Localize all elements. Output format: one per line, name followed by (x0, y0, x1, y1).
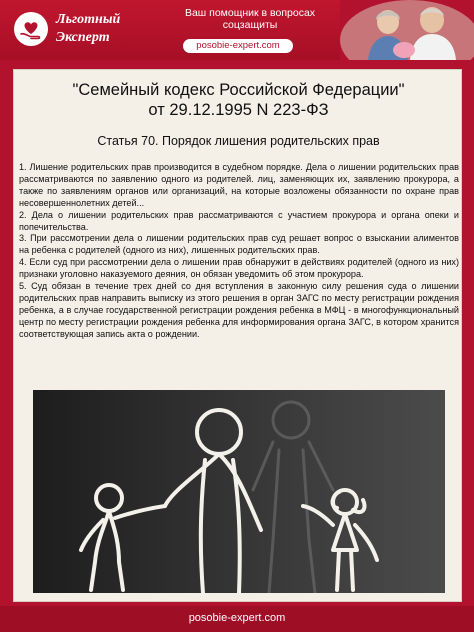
title-line-2: от 29.12.1995 N 223-ФЗ (148, 101, 329, 119)
site-link-header[interactable]: posobie-expert.com (183, 39, 293, 53)
site-link-footer[interactable]: posobie-expert.com (188, 612, 286, 624)
document-title (14, 80, 463, 120)
site-header (0, 0, 474, 60)
family-chalk-illustration (33, 390, 445, 593)
tagline: Ваш помощник в вопросах соцзащиты (184, 7, 316, 31)
article-paragraph-5: 5. Суд обязан в течение трех дней со дня вступления в законную силу решения суда о лишении родительских прав направить выписку из этого решения в орган ЗАГС по месту регистрации рождения ребенка, а в случае государственной регистрации рождения ребенка в МФЦ - в многофункциональный центр по месту регистрации рождения ребенка для информирования органа ЗАГС, в котором хранится соответствующая запись акта о рождении. (19, 281, 459, 339)
logo-line-1: Льготный (56, 12, 121, 27)
document-card (13, 69, 462, 602)
article-paragraph-4: 4. Если суд при рассмотрении дела о лишении прав обнаружит в действиях родителей (одного из них) признаки уголовно наказуемого деяния, он обязан уведомить об этом прокурора. (19, 257, 459, 280)
article-title: Статья 70. Порядок лишения родительских прав (97, 134, 380, 148)
title-line-1: "Семейный кодекс Российской Федерации" (72, 81, 405, 99)
logo-text[interactable] (56, 11, 166, 47)
article-paragraph-1: 1. Лишение родительских прав производится в судебном порядке. Дела о лишении родительских прав рассматриваются по заявлению одного из родителей. лиц, заменяющих их, заявлению прокурора, а также по заявлениям органов или организаций, на которые возложены обязанности по охране прав несовершеннолетних детей... (19, 162, 459, 208)
elderly-couple-photo (340, 0, 474, 60)
article-paragraph-3: 3. При рассмотрении дела о лишении родительских прав суд решает вопрос о взыскании алиментов на ребенка с родителей (одного из них), лишенных родительских прав. (19, 233, 459, 256)
heart-hand-icon[interactable] (14, 12, 48, 46)
logo-line-2: Эксперт (56, 30, 110, 45)
article-paragraph-2: 2. Дела о лишении родительских прав рассматриваются с участием прокурора и органа опеки и попечительства. (19, 209, 459, 232)
article-body (19, 162, 459, 341)
